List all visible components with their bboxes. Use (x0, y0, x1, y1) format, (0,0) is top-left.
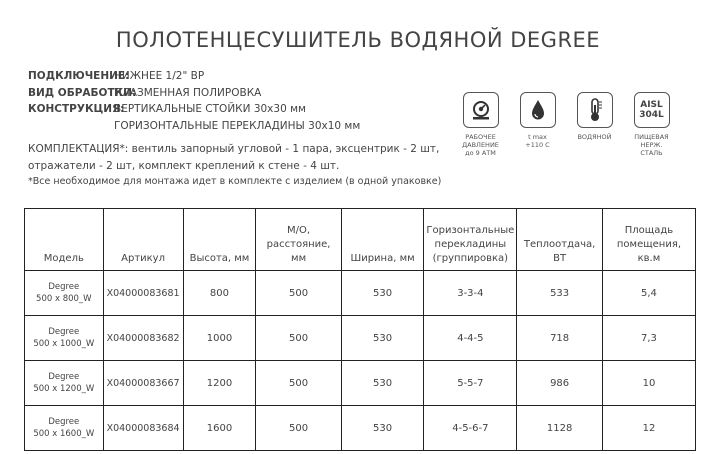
feature-temperature (515, 92, 560, 157)
cell-heat: 986 (517, 361, 603, 406)
table-header-row (25, 209, 696, 271)
package-line-1: КОМПЛЕКТАЦИЯ*: вентиль запорный угловой - 1 пара, эксцентрик - 2 шт, (28, 143, 440, 155)
header-sku: Артикул (103, 209, 183, 271)
cell-heat: 533 (517, 271, 603, 316)
header-area-2: помещения, (616, 239, 682, 250)
spec-construction-label: КОНСТРУКЦИЯ: (28, 103, 125, 115)
spec-construction-cont (28, 118, 360, 135)
aisl-label-1: AISL (640, 100, 663, 110)
header-area (602, 209, 695, 271)
water-caption (577, 133, 611, 141)
cell-heat: 1128 (517, 406, 603, 451)
thermometer-icon (577, 92, 613, 128)
header-bars-2: перекладины (434, 239, 507, 250)
steel-caption (629, 133, 674, 157)
cell-model (25, 406, 104, 451)
cell-width: 530 (341, 406, 424, 451)
spec-finish-value: ПЛАЗМЕННАЯ ПОЛИРОВКА (114, 86, 262, 99)
temperature-caption-2: +110 С (525, 141, 550, 149)
models-table (24, 208, 696, 451)
page-title: ПОЛОТЕНЦЕСУШИТЕЛЬ ВОДЯНОЙ DEGREE (115, 28, 601, 52)
cell-area: 12 (602, 406, 695, 451)
package-line-2: отражатели - 2 шт, комплект креплений к стене - 4 шт. (28, 159, 340, 172)
cell-sku: X04000083667 (103, 361, 183, 406)
header-area-3: кв.м (637, 253, 661, 264)
spec-construction-value-2: ГОРИЗОНТАЛЬНЫЕ ПЕРЕКЛАДИНЫ 30х10 мм (114, 119, 361, 132)
model-size: 500 x 800_W (36, 294, 92, 304)
water-caption-1: ВОДЯНОЙ (577, 133, 612, 141)
aisl-steel-icon (634, 92, 670, 128)
cell-model (25, 316, 104, 361)
spec-finish-label: ВИД ОБРАБОТКИ: (28, 86, 137, 99)
spec-connection (28, 68, 360, 85)
steel-caption-1: ПИЩЕВАЯ (634, 133, 669, 141)
table-row (25, 406, 696, 451)
table-row (25, 361, 696, 406)
cell-width: 530 (341, 316, 424, 361)
water-drop-icon (520, 92, 556, 128)
spec-construction (28, 101, 360, 118)
table-row (25, 316, 696, 361)
cell-height: 1200 (183, 361, 256, 406)
header-distance-3: мм (291, 253, 307, 264)
temperature-caption (525, 133, 549, 149)
cell-bars: 4-4-5 (424, 316, 517, 361)
header-heat: Теплоотдача, ВТ (517, 209, 603, 271)
aisl-label (639, 100, 664, 120)
feature-water (572, 92, 617, 157)
cell-height: 1000 (183, 316, 256, 361)
header-distance-2: расстояние, (266, 239, 331, 250)
cell-height: 800 (183, 271, 256, 316)
model-size: 500 x 1600_W (33, 429, 95, 439)
header-bars (424, 209, 517, 271)
header-height: Высота, мм (183, 209, 256, 271)
header-bars-1: Горизонтальные (426, 225, 515, 236)
cell-width: 530 (341, 271, 424, 316)
spec-connection-label: ПОДКЛЮЧЕНИЕ: (28, 70, 130, 82)
header-bars-3: (группировка) (432, 253, 509, 264)
pressure-caption-3: до 9 АТМ (465, 149, 496, 157)
cell-area: 7,3 (602, 316, 695, 361)
package-note: *Все необходимое для монтажа идет в комплекте с изделием (в одной упаковке) (28, 176, 442, 187)
cell-model (25, 361, 104, 406)
model-name: Degree (48, 327, 80, 337)
specs-block (28, 68, 360, 134)
cell-sku: X04000083684 (103, 406, 183, 451)
steel-caption-2: НЕРЖ. СТАЛЬ (640, 141, 663, 157)
pressure-gauge-icon (463, 92, 499, 128)
package-block (28, 141, 441, 191)
cell-bars: 3-3-4 (424, 271, 517, 316)
feature-pressure (458, 92, 503, 157)
feature-steel (629, 92, 674, 157)
model-name: Degree (48, 372, 80, 382)
header-model: Модель (25, 209, 104, 271)
cell-distance: 500 (256, 406, 341, 451)
cell-heat: 718 (517, 316, 603, 361)
header-width: Ширина, мм (341, 209, 424, 271)
pressure-caption (462, 133, 499, 157)
cell-model (25, 271, 104, 316)
spec-connection-value: НИЖНЕЕ 1/2" ВР (114, 70, 205, 82)
cell-distance: 500 (256, 361, 341, 406)
cell-area: 10 (602, 361, 695, 406)
cell-bars: 4-5-6-7 (424, 406, 517, 451)
cell-distance: 500 (256, 271, 341, 316)
model-size: 500 x 1200_W (33, 384, 95, 394)
cell-sku: X04000083681 (103, 271, 183, 316)
cell-area: 5,4 (602, 271, 695, 316)
temperature-caption-1: t max (528, 133, 547, 141)
spec-finish (28, 85, 360, 102)
cell-sku: X04000083682 (103, 316, 183, 361)
model-name: Degree (48, 417, 80, 427)
cell-bars: 5-5-7 (424, 361, 517, 406)
model-name: Degree (48, 282, 80, 292)
header-distance-1: М/О, (287, 225, 311, 236)
model-size: 500 x 1000_W (33, 339, 95, 349)
feature-icons (458, 92, 674, 157)
header-distance (256, 209, 341, 271)
pressure-caption-2: ДАВЛЕНИЕ (462, 141, 499, 149)
cell-height: 1600 (183, 406, 256, 451)
pressure-caption-1: РАБОЧЕЕ (465, 133, 496, 141)
header-area-1: Площадь (624, 225, 674, 236)
spec-construction-value-1: ВЕРТИКАЛЬНЫЕ СТОЙКИ 30х30 мм (114, 103, 306, 115)
cell-distance: 500 (256, 316, 341, 361)
aisl-label-2: 304L (639, 110, 664, 120)
table-row (25, 271, 696, 316)
cell-width: 530 (341, 361, 424, 406)
